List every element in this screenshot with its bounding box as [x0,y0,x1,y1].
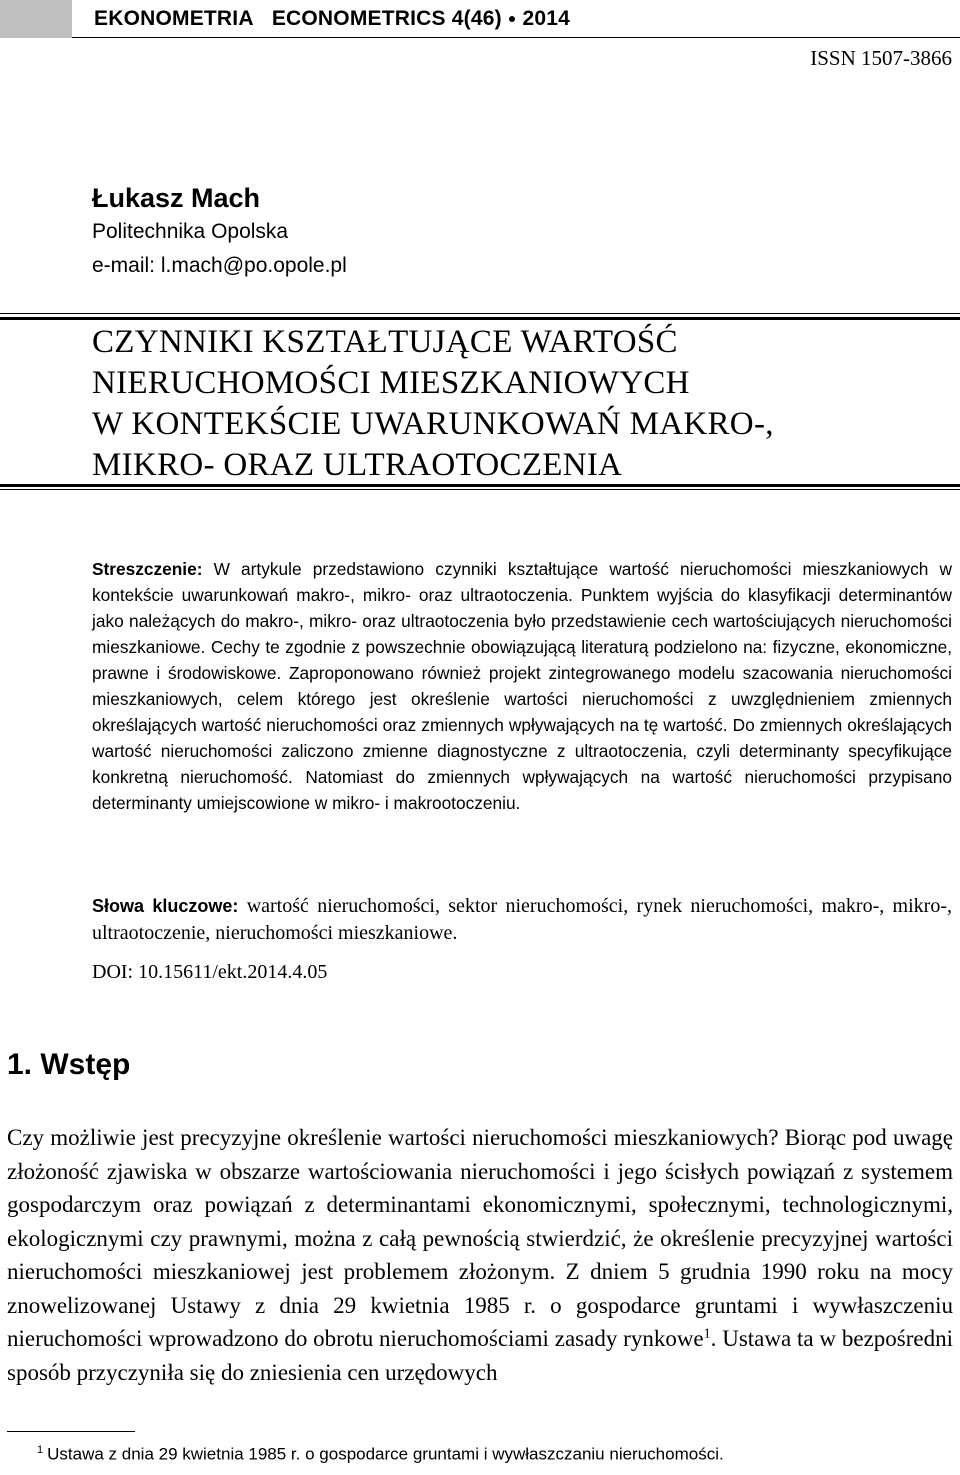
doi: DOI: 10.15611/ekt.2014.4.05 [92,961,328,983]
title-top-rule-thin [0,313,960,314]
keywords-label: Słowa kluczowe: [92,896,239,916]
footnote-rule [7,1431,135,1432]
title-top-rule-thick [0,317,960,320]
bullet-separator: ● [507,10,517,26]
header-grey-block [0,0,72,38]
keywords-text: wartość nieruchomości, sektor nieruchomości, rynek nieruchomości, makro-, mikro-, ultraotoczenie, nieruchomości mieszkaniowe. [92,895,952,944]
journal-header [94,7,570,31]
footnote-number: 1 [37,1444,44,1456]
body-text-part: . Ustawa ta w bezpośredni sposób przyczyniła się do zniesienia cen urzędowych [7,1326,953,1385]
issn: ISSN 1507-3866 [810,46,952,70]
title-line: CZYNNIKI KSZTAŁTUJĄCE WARTOŚĆ [92,324,678,360]
abstract-text: W artykule przedstawiono czynniki kształtujące wartość nieruchomości mieszkaniowych w kontekście uwarunkowań makro-, mikro- oraz ultraotoczenia. Punktem wyjścia do klasyfikacji determinantów jako należących do makro-, mikro- oraz ultraotoczenia było przedstawienie cech wartościujących nieruchomości mieszkaniowe. Cechy te zgodnie z powszechnie obowiązującą literaturą podzielono na: fizyczne, ekonomiczne, prawne i środowiskowe. Zaproponowano również projekt zintegrowanego modelu szacowania nieruchomości mieszkaniowych, celem którego jest określenie wartości nieruchomości z uwzględnieniem zmiennych określających wartość nieruchomości oraz zmiennych wpływających na tę wartość. Do zmiennych określających wartość nieruchomości zaliczono zmienne diagnostyczne z ultraotoczenia, czyli determinanty specyfikujące konkretną nieruchomość. Natomiast do zmiennych wpływających na wartość nieruchomości przypisano determinanty umiejscowione w mikro- i makrootoczeniu. [92,559,952,813]
body-text-part: Czy możliwie jest precyzyjne określenie wartości nieruchomości mieszkaniowych? Biorąc pod uwagę złożoność zjawiska w obszarze wartościowania nieruchomości i jego ścisłych powiązań z systemem gospodarczym oraz powiązań z determinantami ekonomicznymi, społecznymi, technologicznymi, ekologicznymi czy prawnymi, można z całą pewnością stwierdzić, że określenie precyzyjnej wartości nieruchomości mieszkaniowej jest problemem złożonym. Z dniem 5 grudnia 1990 roku na mocy znowelizowanej Ustawy z dnia 29 kwietnia 1985 r. o gospodarce gruntami i wywłaszczeniu nieruchomości wprowadzono do obrotu nieruchomościami zasady rynkowe [7,1125,953,1351]
article-title [92,322,952,486]
footnote-text: Ustawa z dnia 29 kwietnia 1985 r. o gospodarce gruntami i wywłaszczaniu nieruchomości. [47,1444,724,1464]
abstract-label: Streszczenie: [92,559,203,579]
running-header [0,0,960,38]
body-paragraph [7,1121,953,1389]
author-email: e-mail: l.mach@po.opole.pl [92,254,347,277]
author-name: Łukasz Mach [92,183,261,213]
section-heading: 1. Wstęp [7,1048,131,1081]
title-bottom-rule-thick [0,484,960,487]
journal-issue: 4(46) [451,7,502,30]
title-line: W KONTEKŚCIE UWARUNKOWAŃ MAKRO-, [92,406,774,442]
title-bottom-rule-thin [0,489,960,490]
journal-year: 2014 [522,7,570,30]
keywords [92,893,952,947]
title-line: NIERUCHOMOŚCI MIESZKANIOWYCH [92,365,690,401]
footnote [37,1444,937,1465]
abstract [92,556,952,816]
journal-name-pl: EKONOMETRIA [94,7,254,30]
author-affiliation: Politechnika Opolska [92,220,289,243]
header-rule [72,37,960,38]
title-line: MIKRO- ORAZ ULTRAOTOCZENIA [92,447,623,483]
journal-name-en: ECONOMETRICS [271,7,446,30]
footnote-reference: 1 [703,1326,711,1342]
